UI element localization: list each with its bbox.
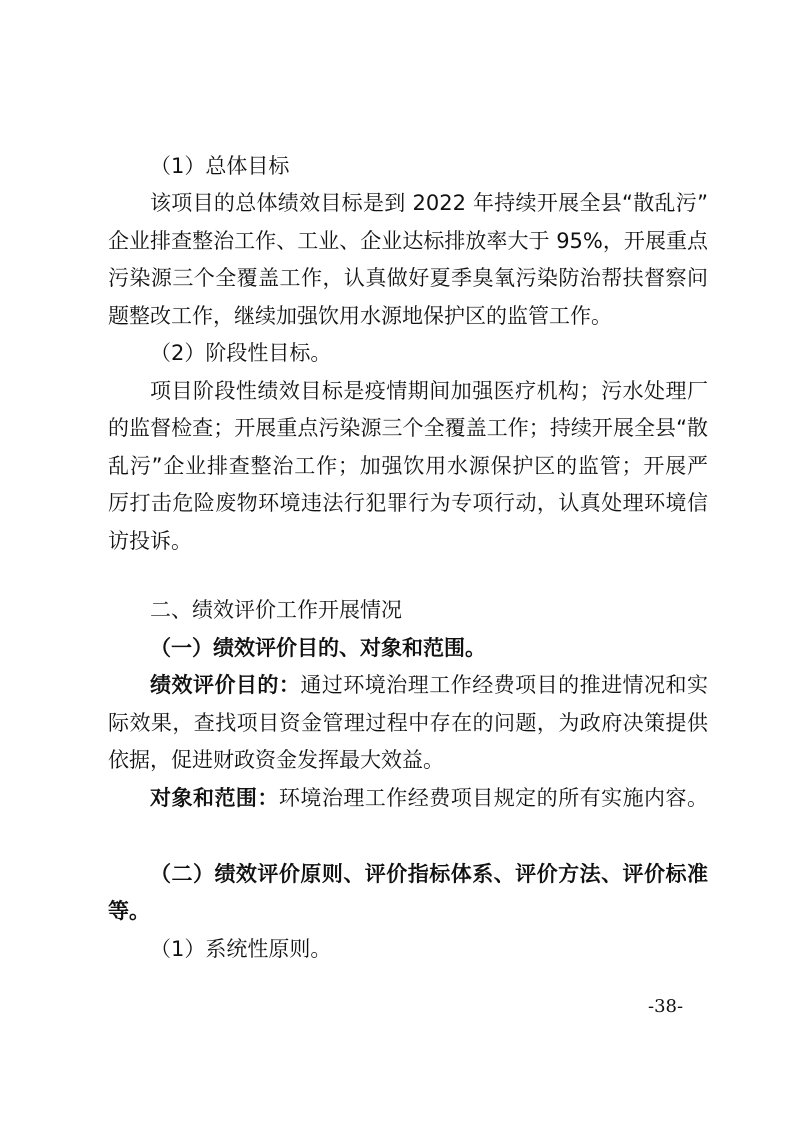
paragraph-line: 访投诉。 [108,529,192,553]
paragraph-line: 的监督检查；开展重点污染源三个全覆盖工作；持续开展全县“散 [108,416,708,440]
subsection-heading: （一）绩效评价目的、对象和范围。 [150,636,486,660]
subsection-heading: （二）绩效评价原则、评价指标体系、评价方法、评价标准 [150,862,708,886]
subsection-heading-cont: 等。 [108,899,150,923]
page-number: -38- [648,996,684,1017]
scope-text: 环境治理工作经费项目规定的所有实施内容。 [278,786,709,810]
paragraph-line: 乱污”企业排查整治工作；加强饮用水源保护区的监管；开展严 [108,454,708,478]
purpose-text: 通过环境治理工作经费项目的推进情况和实 [300,673,708,697]
paragraph-line: 该项目的总体绩效目标是到 2022 年持续开展全县“散乱污” [150,191,708,215]
paragraph-line: 企业排查整治工作、工业、企业达标排放率大于 95%，开展重点 [108,229,708,253]
paragraph-line: 厉打击危险废物环境违法行犯罪行为专项行动，认真处理环境信 [108,491,708,515]
paragraph-line: 际效果，查找项目资金管理过程中存在的问题，为政府决策提供 [108,711,708,735]
paragraph-line: 污染源三个全覆盖工作，认真做好夏季臭氧污染防治帮扶督察问 [108,266,708,290]
section-heading-stage-goal: （2）阶段性目标。 [150,341,332,365]
paragraph-line: 题整改工作，继续加强饮用水源地保护区的监管工作。 [108,304,612,328]
paragraph-line: 依据，促进财政资金发挥最大效益。 [108,748,444,772]
paragraph-line: 项目阶段性绩效目标是疫情期间加强医疗机构；污水处理厂 [150,379,708,403]
scope-label: 对象和范围： [150,786,279,810]
section-heading-overall-goal: （1）总体目标 [150,154,290,178]
scope-paragraph-line [150,783,708,813]
chapter-heading: 二、绩效评价工作开展情况 [150,598,402,622]
list-item-heading: （1）系统性原则。 [150,937,332,961]
purpose-label: 绩效评价目的： [150,673,301,697]
purpose-paragraph-line [150,670,708,700]
